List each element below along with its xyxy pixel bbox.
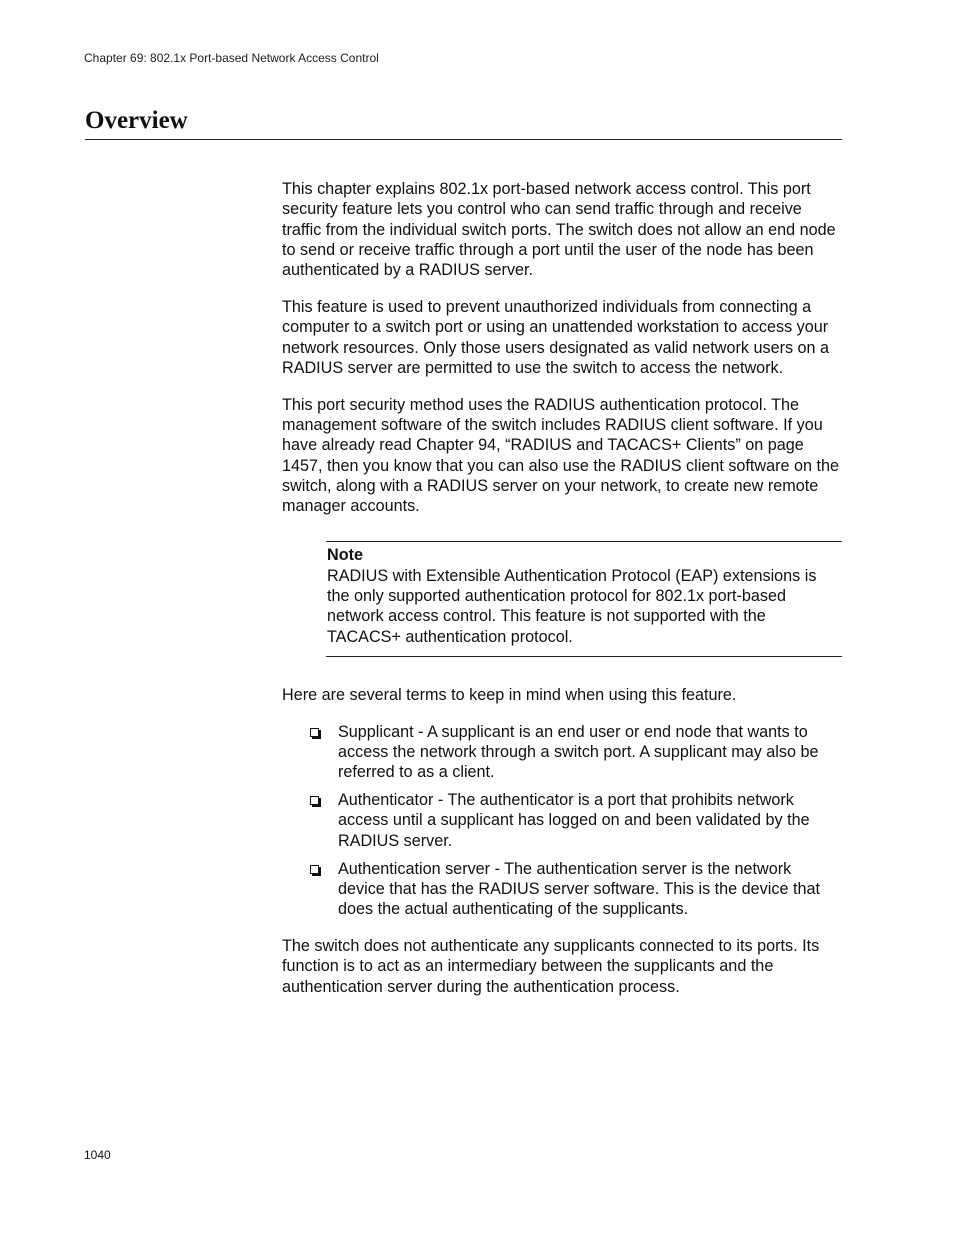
list-item	[338, 722, 842, 783]
checkbox-bullet-icon	[310, 728, 319, 737]
section-title: Overview	[85, 107, 188, 134]
note-title: Note	[327, 546, 363, 565]
list-item	[338, 859, 842, 920]
running-header: Chapter 69: 802.1x Port-based Network Access Control	[84, 51, 379, 65]
term-text: Authenticator - The authenticator is a port that prohibits network access until a supplicant has logged on and been validated by the RADIUS server.	[338, 791, 810, 850]
page-number: 1040	[84, 1148, 111, 1162]
terms-intro: Here are several terms to keep in mind when using this feature.	[282, 685, 737, 704]
note-text: RADIUS with Extensible Authentication Protocol (EAP) extensions is the only supported authentication protocol for 802.1x port-based network access control. This feature is not supported with the TACACS+ authentication protocol.	[327, 566, 817, 646]
title-divider	[85, 139, 842, 140]
paragraph: This chapter explains 802.1x port-based network access control. This port security feature lets you control who can send traffic through and receive traffic from the individual switch ports. The switch does not allow an end node to send or receive traffic through a port until the user of the node has been authenticated by a RADIUS server.	[282, 180, 836, 280]
checkbox-bullet-icon	[310, 796, 319, 805]
term-text: Authentication server - The authentication server is the network device that has the RADIUS server software. This is the device that does the actual authenticating of the supplicants.	[338, 859, 820, 919]
term-text: Supplicant - A supplicant is an end user or end node that wants to access the network through a switch port. A supplicant may also be referred to as a client.	[338, 722, 819, 782]
closing-paragraph: The switch does not authenticate any supplicants connected to its ports. Its function is to act as an intermediary between the supplicants and the authentication server during the authentication process.	[282, 936, 820, 996]
note-box	[326, 541, 842, 656]
paragraph: This port security method uses the RADIUS authentication protocol. The management software of the switch includes RADIUS client software. If you have already read Chapter 94, “RADIUS and TACACS+ Clients” on page 1457, then you know that you can also use the RADIUS client software on the switch, along with a RADIUS server on your network, to create new remote manager accounts.	[282, 395, 839, 516]
checkbox-bullet-icon	[310, 865, 319, 874]
list-item	[338, 790, 842, 851]
terms-list	[282, 722, 842, 920]
body-content	[282, 179, 842, 1013]
paragraph: This feature is used to prevent unauthorized individuals from connecting a computer to a switch port or using an unattended workstation to access your network resources. Only those users designated as valid network users on a RADIUS server are permitted to use the switch to access the network.	[282, 297, 830, 377]
